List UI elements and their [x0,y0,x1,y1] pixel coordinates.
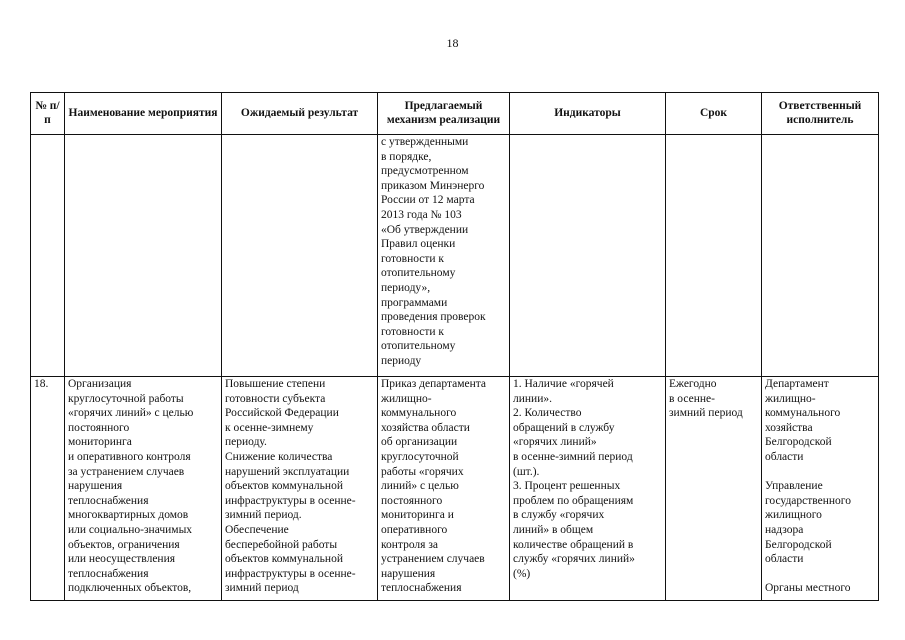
cell-line: жилищного [765,509,822,522]
cell-line: готовности субъекта [225,392,326,405]
cell-line: 2. Количество [513,407,582,420]
cell-line: мониторинга и [381,509,454,522]
cell-line: контроля за [381,538,438,551]
cell-line: 1. Наличие «горячей [513,378,614,390]
cell-line [765,567,875,582]
cell-line: надзора [765,523,804,536]
cell-line: «Об утверждении [381,223,469,236]
cell-term [666,135,762,377]
cell-line: хозяйства области [381,421,470,434]
cell-executor [762,135,879,377]
cell-line: зимний период. [225,509,302,522]
cell-line: инфраструктуры в осенне- [225,567,356,580]
cell-line: периоду. [225,436,267,449]
cell-line: (шт.). [513,465,540,478]
cell-mechanism [378,377,510,601]
cell-line: линий» с целью [381,480,459,493]
cell-line: (%) [513,567,531,580]
cell-line: постоянного [68,421,130,434]
table-row-18 [31,377,879,601]
cell-line: Белгородской [765,538,832,551]
cell-line: Снижение количества [225,450,333,463]
cell-line: хозяйства [765,421,813,434]
cell-line: круглосуточной работы [68,392,184,405]
cell-line: службу «горячих линий» [513,553,635,566]
cell-line: подключенных объектов, [68,582,192,595]
cell-line: жилищно- [381,392,432,405]
cell-line: периоду [381,354,422,367]
cell-line: или социально-значимых [68,523,193,536]
cell-line: линии». [513,392,552,405]
cell-line: теплоснабжения [68,567,149,580]
cell-line: зимний период [225,582,299,595]
cell-line: многоквартирных домов [68,509,189,522]
cell-line: нарушения [381,567,436,580]
activities-table [30,92,879,601]
cell-line: предусмотренном [381,165,469,178]
cell-line: в порядке, [381,150,432,163]
cell-line: «горячих линий» с целью [68,407,194,420]
cell-line: об организации [381,436,458,449]
cell-line: мониторинга [68,436,132,449]
cell-line: 2013 года № 103 [381,208,462,221]
cell-line: Ежегодно [669,378,717,390]
cell-line: количестве обращений в [513,538,634,551]
cell-line: и оперативного контроля [68,450,191,463]
cell-executor [762,377,879,601]
cell-mechanism [378,135,510,377]
cell-indicators [510,135,666,377]
cell-line: Приказ департамента [381,378,487,390]
cell-line: Организация [68,378,132,390]
cell-line: за устранением случаев [68,465,185,478]
cell-line: объектов, ограничения [68,538,180,551]
cell-line: инфраструктуры в осенне- [225,494,356,507]
cell-line: приказом Минэнерго [381,179,485,192]
cell-num: 18. [31,377,65,601]
cell-line: круглосуточной [381,450,459,463]
cell-line: отопительному [381,267,456,280]
cell-line: в службу «горячих [513,509,605,522]
cell-line: объектов коммунальной [225,480,343,493]
cell-num [31,135,65,377]
cell-result [222,135,378,377]
cell-line: обращений в службу [513,421,615,434]
cell-line: в осенне-зимний период [513,450,633,463]
cell-line: «горячих линий» [513,436,597,449]
cell-indicators [510,377,666,601]
cell-term [666,377,762,601]
cell-line: Повышение степени [225,378,326,390]
header-executor: Ответственный исполнитель [762,93,879,135]
header-indicators: Индикаторы [510,93,666,135]
cell-name [65,377,222,601]
cell-line: Управление [765,480,823,493]
header-name: Наименование мероприятия [65,93,222,135]
cell-line: коммунального [765,407,841,420]
cell-line: бесперебойной работы [225,538,338,551]
cell-line: теплоснабжения [381,582,462,595]
cell-line: работы «горячих [381,465,464,478]
header-mechanism: Предлагаемый механизм реализации [378,93,510,135]
cell-line: Обеспечение [225,523,289,536]
cell-line: готовности к [381,252,445,265]
header-term: Срок [666,93,762,135]
cell-line: коммунального [381,407,457,420]
cell-line [765,465,875,480]
table-header-row [31,93,879,135]
page-number: 18 [446,36,459,50]
cell-line: линий» в общем [513,523,594,536]
cell-line: области [765,553,804,566]
cell-line: 3. Процент решенных [513,480,621,493]
cell-line: программами [381,296,448,309]
cell-line: с утвержденными [381,136,469,148]
cell-line: Органы местного [765,582,851,595]
cell-line: оперативного [381,523,448,536]
table-row-continuation [31,135,879,377]
cell-name [65,135,222,377]
cell-line: Российской Федерации [225,407,339,420]
cell-line: жилищно- [765,392,816,405]
cell-line: нарушения [68,480,123,493]
cell-line: постоянного [381,494,443,507]
cell-line: в осенне- [669,392,715,405]
cell-line: зимний период [669,407,743,420]
cell-line: проведения проверок [381,311,486,324]
cell-line: теплоснабжения [68,494,149,507]
cell-line: Белгородской [765,436,832,449]
cell-line: периоду», [381,281,431,294]
cell-line: отопительному [381,340,456,353]
cell-line: готовности к [381,325,445,338]
header-num: № п/п [31,93,65,135]
cell-line: России от 12 марта [381,194,475,207]
cell-line: Правил оценки [381,238,456,251]
cell-result [222,377,378,601]
cell-line: области [765,450,804,463]
cell-line: государственного [765,494,851,507]
cell-line: нарушений эксплуатации [225,465,350,478]
cell-line: проблем по обращениям [513,494,634,507]
cell-line: к осенне-зимнему [225,421,314,434]
cell-line: устранением случаев [381,553,485,566]
cell-line: или неосуществления [68,553,176,566]
cell-line: Департамент [765,378,829,390]
header-result: Ожидаемый результат [222,93,378,135]
cell-line: объектов коммунальной [225,553,343,566]
